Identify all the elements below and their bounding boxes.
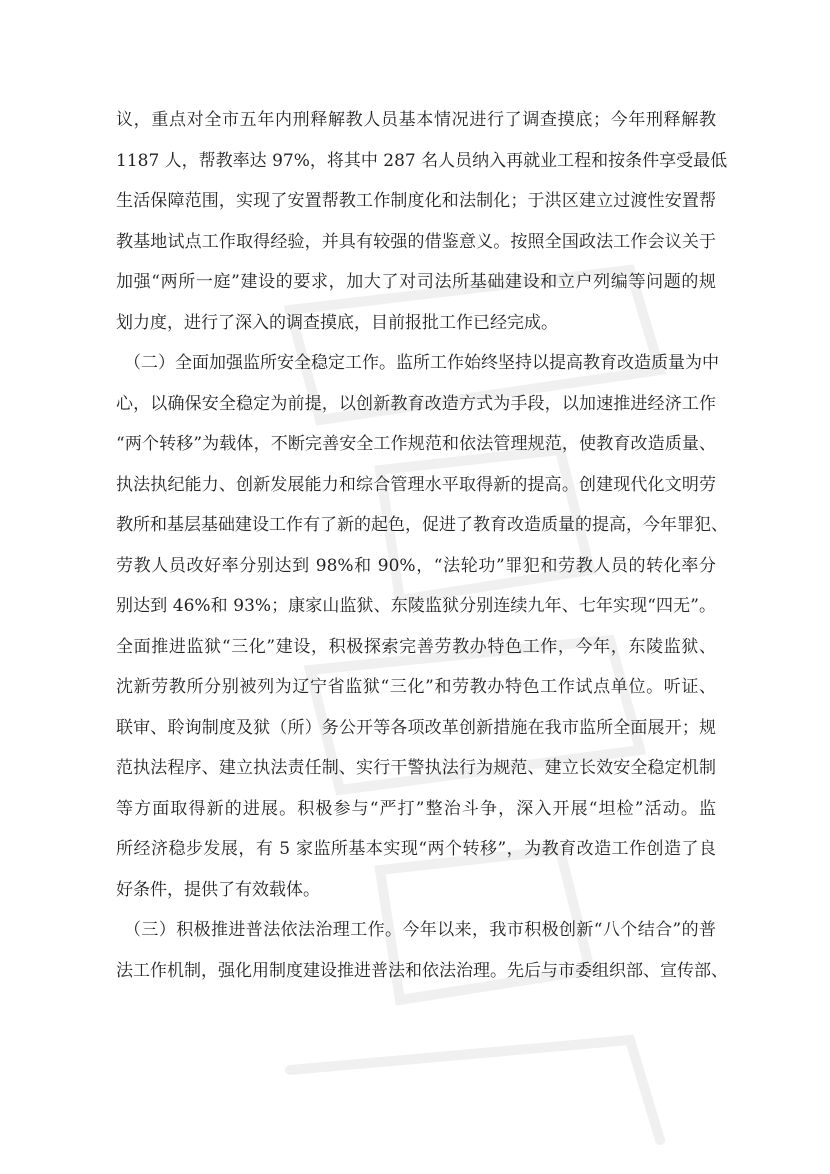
text-line: 沈新劳教所分别被列为辽宁省监狱“三化”和劳教办特色工作试点单位。听证、 — [116, 677, 716, 697]
text-line: “两个转移”为载体，不断完善安全工作规范和依法管理规范，使教育改造质量、 — [116, 434, 716, 454]
text-line: 生活保障范围，实现了安置帮教工作制度化和法制化；于洪区建立过渡性安置帮 — [116, 191, 716, 211]
section-heading-line: （二）全面加强监所安全稳定工作。监所工作始终坚持以提高教育改造质量为中 — [124, 353, 719, 373]
text-line: 加强“两所一庭”建设的要求，加大了对司法所基础建设和立户列编等问题的规 — [116, 272, 716, 292]
text-line: 议，重点对全市五年内刑释解教人员基本情况进行了调查摸底；今年刑释解教 — [116, 110, 716, 130]
document-body — [116, 100, 728, 991]
text-line: 教基地试点工作取得经验，并具有较强的借鉴意义。按照全国政法工作会议关于 — [116, 231, 716, 252]
text-line: 范执法程序、建立执法责任制、实行干警执法行为规范、建立长效安全稳定机制 — [116, 758, 716, 778]
text-line: 执法执纪能力、创新发展能力和综合管理水平取得新的提高。创建现代化文明劳 — [116, 474, 716, 495]
text-line: 划力度，进行了深入的调查摸底，目前报批工作已经完成。 — [116, 312, 558, 333]
text-line: 劳教人员改好率分别达到 98%和 90%，“法轮功”罪犯和劳教人员的转化率分 — [116, 555, 716, 576]
text-line: 1187 人，帮教率达 97%，将其中 287 名人员纳入再就业工程和按条件享受最低 — [116, 150, 728, 171]
text-line: 法工作机制，强化用制度建设推进普法和依法治理。先后与市委组织部、宣传部、 — [116, 960, 728, 981]
section-heading-line: （三）积极推进普法依法治理工作。今年以来，我市积极创新“八个结合”的普 — [124, 920, 716, 940]
text-line: 教所和基层基础建设工作有了新的起色，促进了教育改造质量的提高，今年罪犯、 — [116, 515, 728, 535]
text-line: 所经济稳步发展，有 5 家监所基本实现“两个转移”，为教育改造工作创造了良 — [116, 839, 716, 859]
text-line: 心，以确保安全稳定为前提，以创新教育改造方式为手段，以加速推进经济工作 — [116, 393, 716, 414]
text-line: 全面推进监狱“三化”建设，积极探索完善劳教办特色工作，今年，东陵监狱、 — [116, 636, 716, 657]
text-line: 好条件，提供了有效载体。 — [116, 879, 320, 900]
text-line: 别达到 46%和 93%；康家山监狱、东陵监狱分别连续九年、七年实现“四无”。 — [116, 596, 716, 616]
text-line: 联审、聆询制度及狱（所）务公开等各项改革创新措施在我市监所全面展开；规 — [116, 717, 716, 738]
text-line: 等方面取得新的进展。积极参与“严打”整治斗争，深入开展“坦检”活动。监 — [116, 798, 716, 819]
